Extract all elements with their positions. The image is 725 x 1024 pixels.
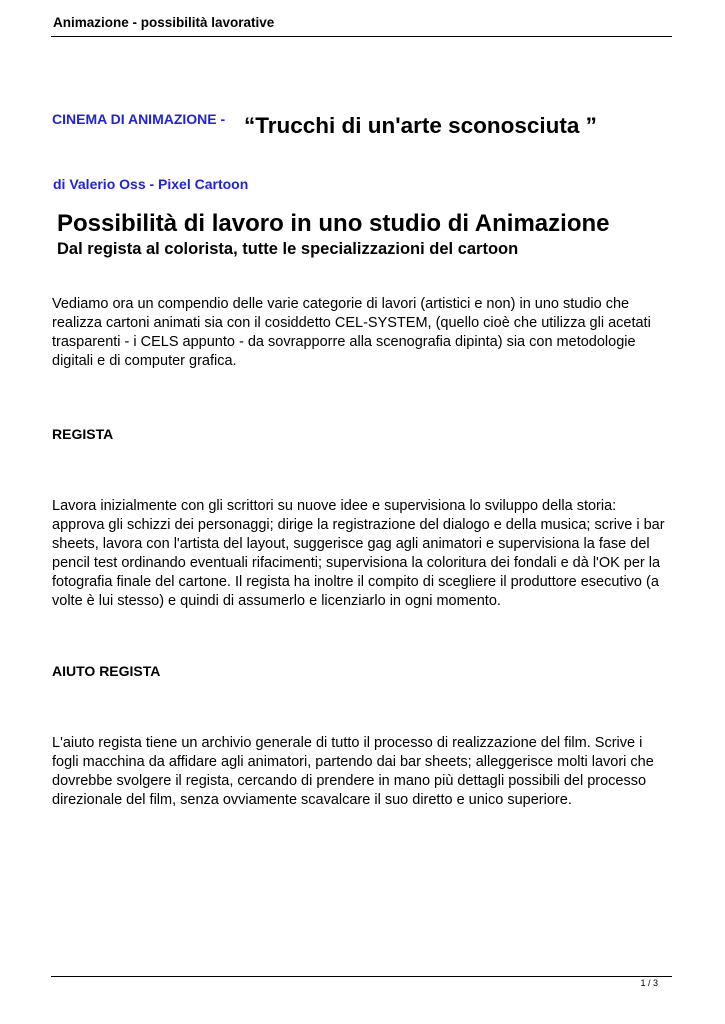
paragraph-line: L'aiuto regista tiene un archivio generale di tutto il processo di realizzazione del film. Scrive i [52, 735, 643, 751]
article-kicker: CINEMA DI ANIMAZIONE - [52, 111, 226, 127]
page-subtitle: Dal regista al colorista, tutte le specializzazioni del cartoon [57, 240, 519, 258]
paragraph-line: fotografia finale del cartone. Il regista ha inoltre il compito di scegliere il produttore esecutivo (a [52, 574, 659, 590]
document-header-title: Animazione - possibilità lavorative [53, 15, 275, 30]
section-body-regista [52, 497, 682, 611]
section-heading-regista: REGISTA [52, 426, 114, 442]
paragraph-line: Vediamo ora un compendio delle varie categorie di lavori (artistici e non) in uno studio che [52, 296, 630, 312]
paragraph-line: direzionale del film, senza ovviamente scavalcare il suo diretto e unico superiore. [52, 792, 572, 808]
paragraph-line: fogli macchina da affidare agli animatori, partendo dai bar sheets; alleggerisce molti lavori che [52, 754, 654, 770]
paragraph-line: realizza cartoni animati sia con il cosiddetto CEL-SYSTEM, (quello cioè che utilizza gli acetati [52, 315, 651, 331]
paragraph-line: trasparenti - i CELS appunto - da sovrapporre alla scenografia dipinta) sia con metodologie [52, 334, 636, 350]
page-number: 1 / 3 [640, 978, 658, 988]
paragraph-line: digitali e di computer grafica. [52, 353, 237, 369]
paragraph-line: approva gli schizzi dei personaggi; dirige la registrazione del dialogo e della musica; scrive i bar [52, 517, 665, 533]
paragraph-line: dovrebbe svolgere il regista, cercando di prendere in mano più dettagli possibili del processo [52, 773, 647, 789]
paragraph-line: pencil test ordinando eventuali rifacimenti; supervisiona la coloritura dei fondali e dà l'OK per la [52, 555, 661, 571]
section-body-aiuto-regista [52, 734, 682, 810]
intro-paragraph [52, 295, 682, 371]
paragraph-line: sheets, lavora con l'artista del layout, suggerisce gag agli animatori e supervisiona la fase del [52, 536, 650, 552]
header-divider [51, 36, 672, 37]
paragraph-line: Lavora inizialmente con gli scrittori su nuove idee e supervisiona lo sviluppo della storia: [52, 498, 617, 514]
paragraph-line: volte è lui stesso) e quindi di assumerlo e licenziarlo in ogni momento. [52, 593, 501, 609]
article-byline: di Valerio Oss - Pixel Cartoon [53, 176, 249, 192]
page-title: Possibilità di lavoro in uno studio di Animazione [57, 210, 610, 237]
article-headline: “Trucchi di un'arte sconosciuta ” [244, 113, 597, 138]
footer-divider [51, 976, 672, 977]
section-heading-aiuto-regista: AIUTO REGISTA [52, 663, 161, 679]
